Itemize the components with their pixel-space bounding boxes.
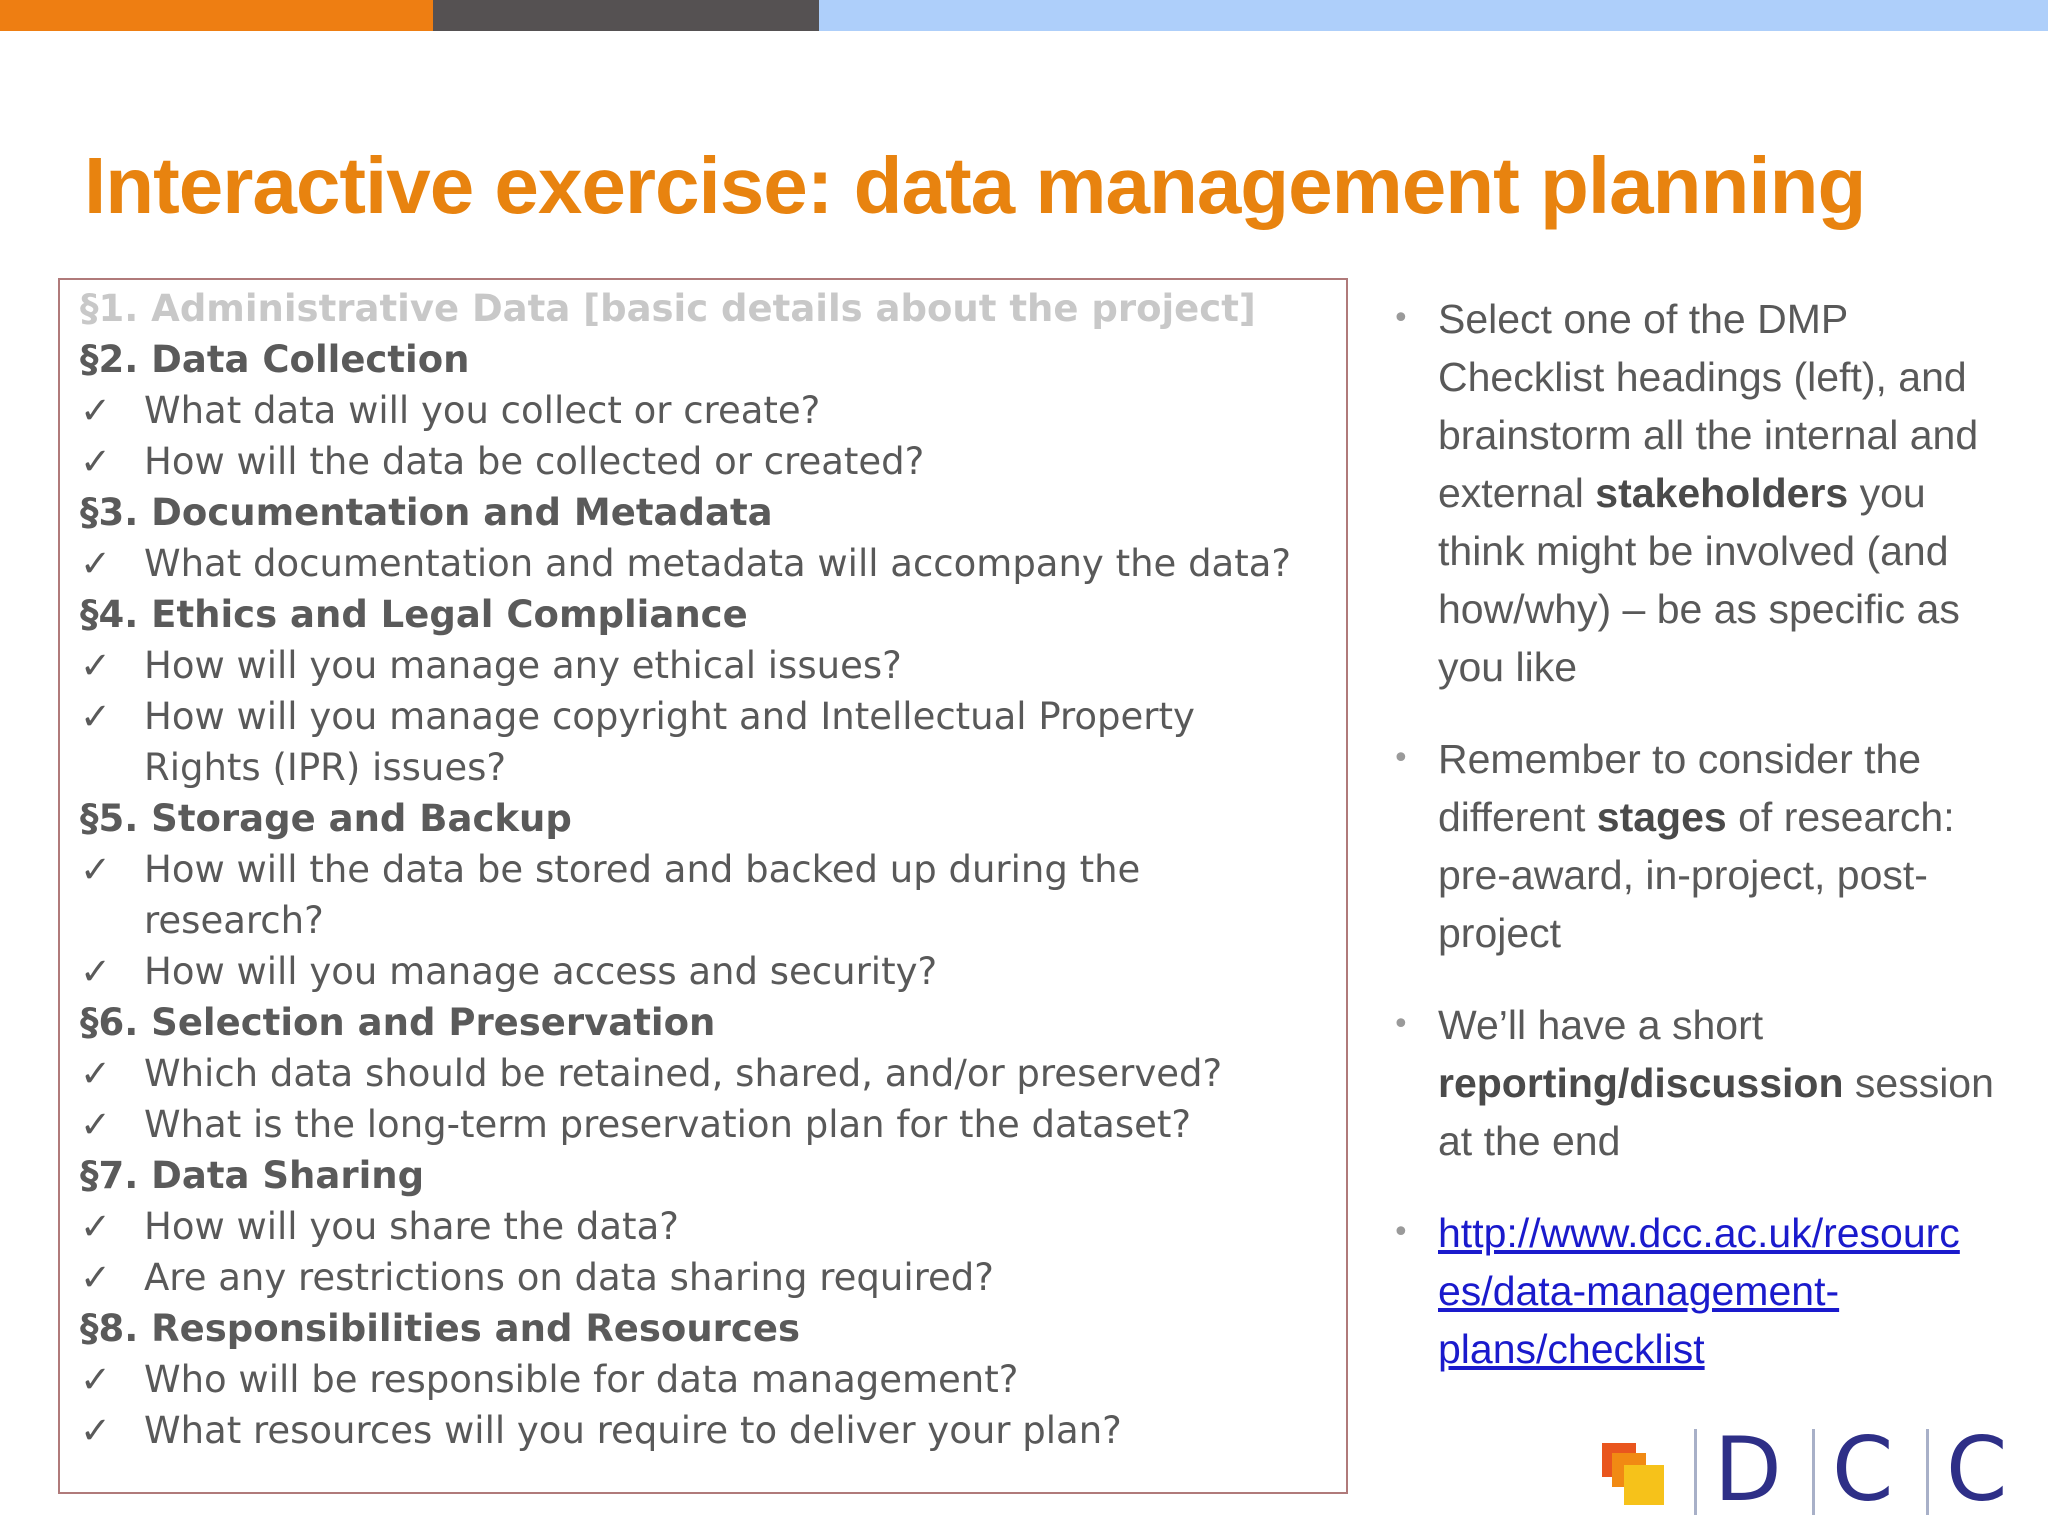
checkmark-icon: ✓ xyxy=(80,1358,112,1401)
checklist-item xyxy=(80,946,937,997)
top-bar-orange-segment xyxy=(0,0,433,31)
checklist-section-heading: §8. Responsibilities and Resources xyxy=(80,1307,800,1350)
bullet-text-line: Checklist headings (left), and xyxy=(1438,354,1967,400)
checkmark-icon: ✓ xyxy=(80,1205,112,1248)
checklist-section-heading: §6. Selection and Preservation xyxy=(80,1001,716,1044)
checklist-item xyxy=(80,844,1140,895)
checklist-item xyxy=(80,538,1291,589)
checklist-link[interactable]: http://www.dcc.ac.uk/resourc xyxy=(1438,1210,1960,1256)
checkmark-icon: ✓ xyxy=(80,1256,112,1299)
bullet-text-line: pre-award, in-project, post- xyxy=(1438,852,1928,898)
checklist-item xyxy=(80,1048,1222,1099)
checklist-item xyxy=(80,640,902,691)
checklist-section-heading: §2. Data Collection xyxy=(80,338,470,381)
checklist-item-text: What resources will you require to deliver your plan? xyxy=(144,1409,1122,1452)
checklist-item xyxy=(80,436,924,487)
checklist-item-continuation: research? xyxy=(144,899,324,942)
checklist-item-text: What data will you collect or create? xyxy=(144,389,821,432)
checklist-item-text: Who will be responsible for data management? xyxy=(144,1358,1019,1401)
checklist-item-text: How will the data be stored and backed up during the xyxy=(144,848,1141,891)
checklist-item-text: How will you manage access and security? xyxy=(144,950,938,993)
bullet-dot-icon: • xyxy=(1392,741,1410,776)
checkmark-icon: ✓ xyxy=(80,695,112,738)
checkmark-icon: ✓ xyxy=(80,1052,112,1095)
bullet-text-line: Remember to consider the xyxy=(1438,736,1922,782)
checklist-item-text: What is the long-term preservation plan for the dataset? xyxy=(144,1103,1192,1146)
checklist-item-text: Which data should be retained, shared, and/or preserved? xyxy=(144,1052,1223,1095)
slide-title: Interactive exercise: data management planning xyxy=(84,141,1866,230)
checklist-item-text: How will you share the data? xyxy=(144,1205,679,1248)
bullet-text-line: external stakeholders you xyxy=(1438,470,1926,516)
dmp-checklist-box xyxy=(58,278,1348,1494)
checklist-item-continuation: Rights (IPR) issues? xyxy=(144,746,506,789)
checkmark-icon: ✓ xyxy=(80,848,112,891)
emphasis-reporting: reporting/discussion xyxy=(1438,1060,1844,1106)
checklist-section-heading: §5. Storage and Backup xyxy=(80,797,572,840)
checklist-item xyxy=(80,1252,994,1303)
checkmark-icon: ✓ xyxy=(80,389,112,432)
checklist-item-text: How will the data be collected or created? xyxy=(144,440,925,483)
bullet-text-line: project xyxy=(1438,910,1562,956)
bullet-text-line: brainstorm all the internal and xyxy=(1438,412,1979,458)
logo-letter: C xyxy=(1832,1418,1894,1521)
checkmark-icon: ✓ xyxy=(80,542,112,585)
bullet-text-line: at the end xyxy=(1438,1118,1621,1164)
checkmark-icon: ✓ xyxy=(80,644,112,687)
checklist-item xyxy=(80,385,820,436)
checklist-section-heading: §4. Ethics and Legal Compliance xyxy=(80,593,748,636)
bullet-text-line: you like xyxy=(1438,644,1578,690)
checklist-section-heading: §7. Data Sharing xyxy=(80,1154,425,1197)
checklist-link[interactable]: plans/checklist xyxy=(1438,1326,1705,1372)
checkmark-icon: ✓ xyxy=(80,440,112,483)
top-bar-light-segment xyxy=(819,0,2048,31)
checklist-item-text: What documentation and metadata will accompany the data? xyxy=(144,542,1292,585)
checkmark-icon: ✓ xyxy=(80,1409,112,1452)
checkmark-icon: ✓ xyxy=(80,950,112,993)
top-bar-dark-segment xyxy=(433,0,819,31)
emphasis-stages: stages xyxy=(1596,794,1727,840)
logo-separator xyxy=(1694,1429,1697,1515)
logo-separator xyxy=(1926,1429,1929,1515)
checklist-item-text: Are any restrictions on data sharing required? xyxy=(144,1256,994,1299)
bullet-dot-icon: • xyxy=(1392,301,1410,336)
checklist-link[interactable]: es/data-management- xyxy=(1438,1268,1840,1314)
checklist-item-text: How will you manage any ethical issues? xyxy=(144,644,902,687)
checklist-item xyxy=(80,1354,1018,1405)
checklist-item xyxy=(80,691,1195,742)
top-color-bar xyxy=(0,0,2048,31)
emphasis-stakeholders: stakeholders xyxy=(1595,470,1849,516)
bullet-text-line: how/why) – be as specific as xyxy=(1438,586,1960,632)
bullet-dot-icon: • xyxy=(1392,1007,1410,1042)
checklist-item-text: How will you manage copyright and Intellectual Property xyxy=(144,695,1195,738)
dcc-squares-icon xyxy=(1596,1437,1676,1517)
checklist-section-heading: §3. Documentation and Metadata xyxy=(80,491,773,534)
checklist-item xyxy=(80,1201,679,1252)
checkmark-icon: ✓ xyxy=(80,1103,112,1146)
bullet-text-line: Select one of the DMP xyxy=(1438,296,1849,342)
bullet-text-line: We’ll have a short xyxy=(1438,1002,1764,1048)
logo-separator xyxy=(1812,1429,1815,1515)
checklist-item xyxy=(80,1405,1122,1456)
bullet-dot-icon: • xyxy=(1392,1215,1410,1250)
logo-letter: D xyxy=(1714,1418,1782,1521)
bullet-text-line: reporting/discussion session xyxy=(1438,1060,1994,1106)
logo-letter: C xyxy=(1946,1418,2008,1521)
checklist-section-heading: §1. Administrative Data [basic details about the project] xyxy=(80,287,1256,330)
checklist-item xyxy=(80,1099,1191,1150)
dcc-logo xyxy=(1590,1418,2030,1521)
bullet-text-line: different stages of research: xyxy=(1438,794,1955,840)
bullet-text-line: think might be involved (and xyxy=(1438,528,1949,574)
